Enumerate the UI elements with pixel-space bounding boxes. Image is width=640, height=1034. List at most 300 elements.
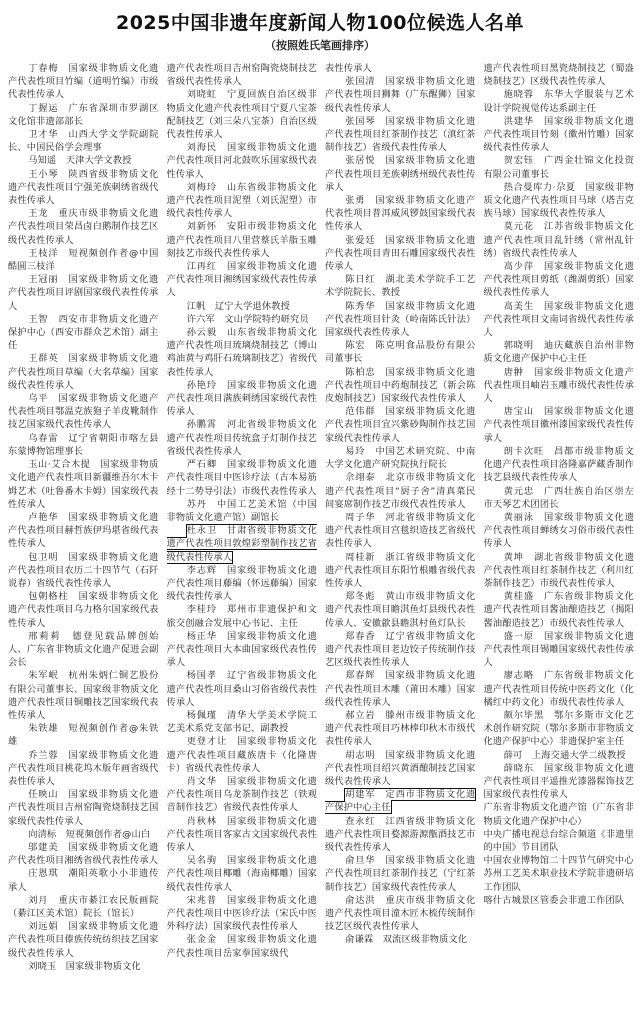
candidate-name: 江再红 xyxy=(186,261,217,273)
candidate-name: 王枝洋 xyxy=(28,247,59,259)
candidate-entry xyxy=(325,894,476,934)
candidate-name: 薛可 xyxy=(503,749,523,761)
candidate-entry xyxy=(484,867,635,893)
entry-text xyxy=(8,842,158,866)
candidate-entry xyxy=(8,960,159,973)
candidate-description: 辽宁省朝阳市喀左县东蒙博物馆理事长 xyxy=(8,432,159,457)
candidate-entry xyxy=(8,920,159,960)
candidate-entry xyxy=(8,841,159,867)
entry-text xyxy=(167,816,318,853)
entry-text xyxy=(167,419,318,456)
candidate-name: 杨正华 xyxy=(186,630,217,642)
entry-text xyxy=(8,248,158,272)
entry-text xyxy=(8,723,158,747)
candidate-description: 安阳市级非物质文化遗产代表性项目八里营蔡氏羊脂玉雕刻技艺市级代表性传承人 xyxy=(166,221,317,259)
candidate-description: 德登见载品牌创始人、广东省非物质文化遗产促进会副会长 xyxy=(8,630,159,669)
candidate-description: 广东省级非物质文化遗产代表性项目酱油酿造技艺（揭阳酱油酿造技艺）市级代表性传承人 xyxy=(483,591,634,629)
candidate-name: 俞旦华 xyxy=(345,855,376,867)
candidate-description: 天津大学文教授 xyxy=(65,155,132,167)
candidate-description: 山东省级非物质文化遗产代表性项目琉璃烧制技艺（博山鸡油黄与鸡肝石琉璃制技艺）省级代表性传承人 xyxy=(166,327,317,378)
candidate-entry xyxy=(484,339,635,365)
entry-text xyxy=(325,446,476,470)
candidate-entry xyxy=(484,709,635,749)
candidate-name: 张爱廷 xyxy=(345,234,376,246)
highlighted-entry-box xyxy=(325,789,475,813)
candidate-description: 东华大学服装与艺术设计学院视觉传达系副主任 xyxy=(483,89,634,114)
entry-text xyxy=(8,552,159,589)
entry-text xyxy=(325,472,476,509)
candidate-entry xyxy=(167,775,318,815)
entry-text xyxy=(167,459,318,496)
candidate-entry xyxy=(484,220,635,260)
candidate-entry xyxy=(325,115,476,155)
candidate-description: 国家级非物质文化遗产代表性项目湘绣国家级代表性传承人 xyxy=(166,261,317,299)
candidate-description: 中国农业博物馆二十四节气研究中心 xyxy=(483,855,634,867)
candidate-name: 郝立岩 xyxy=(345,709,376,721)
entry-text xyxy=(484,367,635,404)
candidate-description: 鄂尔多斯市文化艺术创作研究院（鄂尔多斯市非物质文化遗产保护中心）非遗保护室主任 xyxy=(483,709,634,748)
candidate-entry xyxy=(167,379,318,419)
candidate-name: 张国清 xyxy=(345,76,376,88)
candidate-name: 朱军岷 xyxy=(28,670,59,682)
candidate-description: 陕西省级非物质文化遗产代表性项目宁强羌族刺绣省级代表性传承人 xyxy=(8,168,159,207)
candidate-name: 向清标 xyxy=(28,828,57,840)
candidate-entry xyxy=(325,366,476,406)
entry-text xyxy=(484,631,635,668)
candidate-description: 广东省深圳市罗湖区文化馆非遗部部长 xyxy=(8,102,159,127)
candidate-entry xyxy=(484,801,635,827)
entry-text xyxy=(167,565,318,602)
candidate-entry xyxy=(325,511,476,551)
candidate-name: 陈宏 xyxy=(345,340,366,352)
candidate-entry xyxy=(484,88,635,114)
candidate-description: 宁夏回族自治区级非物质文化遗产代表性项目宁夏八宝茶配制技艺（刘三朵八宝茶）自治区级代表性传承人 xyxy=(166,89,317,141)
candidate-name: 杜永卫 xyxy=(186,525,217,537)
candidate-entry xyxy=(8,432,159,458)
candidate-entry xyxy=(484,511,635,551)
entry-text xyxy=(484,829,635,853)
entry-text xyxy=(484,552,635,589)
candidate-entry xyxy=(325,788,476,814)
candidate-entry xyxy=(8,154,159,167)
entry-text xyxy=(325,750,476,787)
candidate-description: 国家级非物质文化遗产代表性项目鄂温克族狍子羊皮靴制作技艺国家级代表性传承人 xyxy=(8,393,159,431)
candidate-description: 国家级非物质文化遗产代表性项目藏族唐卡（化隆唐卡）省级代表性传承人 xyxy=(166,736,317,774)
candidate-entry xyxy=(484,854,635,867)
candidate-entry xyxy=(167,815,318,855)
candidate-description: 国家级非物质文化遗产代表性项目岫岩玉雕市级代表性传承人 xyxy=(483,366,634,405)
highlighted-entry-box xyxy=(167,525,318,562)
candidate-entry xyxy=(8,894,159,920)
entry-text xyxy=(325,340,476,364)
candidate-name: 刘月 xyxy=(28,894,49,906)
candidate-description: 浙江省级非物质文化遗产代表性项目东阳竹根雕省级代表性传承人 xyxy=(325,551,476,589)
candidate-entry xyxy=(325,551,476,591)
candidate-entry xyxy=(167,564,318,604)
candidate-entry xyxy=(484,405,635,445)
candidate-description: 辽宁省级非物质文化遗产代表性项目桑山习俗省级代表性传承人 xyxy=(166,670,317,708)
entry-text xyxy=(187,301,290,312)
candidate-entry xyxy=(484,300,635,340)
candidate-name: 包卫明 xyxy=(28,551,59,563)
candidate-description: 文山学院特约研究员 xyxy=(224,313,309,325)
candidate-description: 清华大学美术学院工艺美术系党支部书记、副教授 xyxy=(166,709,317,735)
entry-text xyxy=(325,76,476,113)
candidate-description: 国家级非物质文化遗产代表性项目蝉绣女习俗市级代表性传承人 xyxy=(483,511,634,550)
candidate-entry xyxy=(8,722,159,748)
candidate-name: 邬建美 xyxy=(28,841,59,853)
column-2 xyxy=(167,62,318,1030)
entry-text xyxy=(484,301,635,338)
entry-text xyxy=(325,816,476,853)
candidate-description: 遗产代表性项目黑瓷烧制技艺（蜀盎烧制技艺）区级代表性传承人 xyxy=(483,63,634,88)
candidate-description: 杭州朱炳仁铜艺股份有限公司董事长、国家级非物质文化遗产代表性项目铜雕技艺国家级代表性传承人 xyxy=(8,670,159,721)
entry-text xyxy=(484,340,634,364)
entry-text xyxy=(484,221,635,258)
candidate-description: 国家级非物质文化遗产代表性项目傣族传统纺织技艺国家级代表性传承人 xyxy=(8,921,159,959)
entry-text xyxy=(167,934,317,958)
candidate-name: 卫才华 xyxy=(28,129,59,141)
candidate-name: 高少萍 xyxy=(503,261,534,273)
entry-text xyxy=(167,63,318,87)
candidate-name: 严石卿 xyxy=(186,459,217,471)
candidate-description: 国家级非物质文化遗产代表性项目草编（大名草编）国家级代表性传承人 xyxy=(8,353,159,391)
entry-text xyxy=(484,802,635,826)
candidate-name: 刘晓玉 xyxy=(28,960,57,972)
candidate-description: 国家级非物质文化遗产代表性项目针灸（岭南陈氏针法）国家级代表性传承人 xyxy=(325,300,476,339)
candidate-name: 乌平 xyxy=(28,393,49,405)
candidate-description: 国家级非物质文化遗产代表性项目中药炮制技艺（新会陈皮炮制技艺）国家级代表性传承人 xyxy=(325,366,476,405)
candidate-description: 国家级非物质文化遗产代表性项目乌力格尔国家级代表性传承人 xyxy=(8,591,159,629)
candidate-description: 迪庆藏族自治州非物质文化遗产保护中心主任 xyxy=(483,340,634,365)
entry-text xyxy=(325,406,476,443)
candidate-entry xyxy=(167,735,318,775)
candidate-name: 刘远娟 xyxy=(28,921,59,933)
candidate-entry xyxy=(167,524,318,564)
candidate-name: 颇尔毕黑 xyxy=(503,709,545,721)
candidate-entry xyxy=(167,458,318,498)
entry-text xyxy=(8,459,159,510)
candidate-entry xyxy=(167,260,318,300)
candidate-description: 国家级非物质文化遗产代表性项目普洱威风锣鼓国家级代表性传承人 xyxy=(325,195,476,233)
candidate-description: 中央广播电视总台综合频道《非遗里的中国》节目团队 xyxy=(483,828,634,853)
entry-text xyxy=(484,182,635,219)
entry-text xyxy=(484,855,634,866)
entry-text xyxy=(325,670,476,707)
candidate-name: 乔兰蓉 xyxy=(28,749,59,761)
entry-text xyxy=(484,155,634,179)
candidate-entry xyxy=(484,366,635,406)
candidate-entry xyxy=(8,168,159,208)
candidate-name: 王冠丽 xyxy=(28,274,59,286)
candidate-description: 苏州工艺美术职业技术学院非遗研培工作团队 xyxy=(483,868,634,893)
candidate-description: 国家级非物质文化遗产代表性项目红茶制作技艺（滇红茶制作技艺）省级代表性传承人 xyxy=(325,115,476,154)
candidate-name: 周桂新 xyxy=(345,551,376,563)
entry-text xyxy=(484,868,635,892)
candidate-name: 高美生 xyxy=(503,300,534,312)
candidate-entry xyxy=(325,933,476,946)
candidate-description: 江苏省级非物质文化遗产代表性项目乱针绣（常州乱针绣）省级代表性传承人 xyxy=(483,221,634,259)
candidate-name: 乌春雷 xyxy=(28,432,59,444)
entry-text xyxy=(8,750,159,787)
candidate-name: 唐宝山 xyxy=(503,406,534,418)
entry-text xyxy=(484,89,634,113)
candidate-entry xyxy=(8,62,159,102)
candidate-description: 中国工艺美术馆（中国非物质文化遗产馆）副馆长 xyxy=(166,498,317,523)
entry-text xyxy=(504,750,626,761)
entry-text xyxy=(325,591,476,628)
candidate-entry xyxy=(8,828,159,841)
candidate-description: 国家级非物质文化遗产代表性项目马球（塔吉克族马球）国家级代表性传承人 xyxy=(483,181,634,220)
candidate-entry xyxy=(325,234,476,274)
entry-text xyxy=(8,921,159,958)
candidate-entry xyxy=(484,894,635,907)
entry-text xyxy=(8,393,159,430)
candidate-name: 胡建军 xyxy=(345,789,376,801)
candidate-description: 国家级非物质文化遗产代表性项目狮舞（广东醒狮）国家级代表性传承人 xyxy=(325,76,476,114)
candidate-entry xyxy=(484,115,635,155)
candidate-description: 国家级非物质文化遗产代表性项目红茶制作技艺（宁红茶制作技艺）国家级代表性传承人 xyxy=(325,855,476,893)
candidate-description: 北京市级非物质文化遗产代表性项目“厨子舍”清真菜民间宴席制作技艺市级代表性传承人 xyxy=(325,472,476,510)
candidate-description: 重庆市綦江农民版画院（綦江区美术馆）院长（馆长） xyxy=(8,894,159,919)
page-subtitle: （按照姓氏笔画排序） xyxy=(265,39,375,52)
candidate-name: 张居悦 xyxy=(345,155,376,167)
candidate-name: 郑冬彪 xyxy=(345,591,376,603)
entry-text xyxy=(325,552,476,589)
entry-text xyxy=(167,631,318,668)
entry-text xyxy=(28,829,150,840)
candidate-name: 李志辉 xyxy=(186,564,217,576)
entry-text xyxy=(325,301,476,338)
candidate-description: 国家级非物质文化遗产代表性项目中医诊疗法（宋氏中医外科疗法）国家级代表性传承人 xyxy=(166,894,317,933)
candidate-entry xyxy=(484,749,635,762)
candidate-entry xyxy=(8,630,159,670)
entry-text xyxy=(167,89,318,140)
candidate-entry xyxy=(484,445,635,485)
candidate-name: 张金金 xyxy=(186,934,217,946)
entry-text xyxy=(8,895,159,919)
candidate-name: 郭晓明 xyxy=(503,340,534,352)
candidate-entry xyxy=(167,854,318,894)
entry-text xyxy=(484,670,635,707)
entry-text xyxy=(167,776,318,813)
candidate-entry xyxy=(8,867,159,893)
candidate-description: 西安市非物质文化遗产保护中心（西安市群众艺术馆）副主任 xyxy=(8,313,159,352)
candidate-description: 广西金壮锦文化投资有限公司董事长 xyxy=(483,155,634,180)
candidate-entry xyxy=(325,62,476,75)
candidate-name: 查永红 xyxy=(345,815,376,827)
candidate-description: 广东省级非物质文化遗产代表性项目传统中医药文化（化橘红中药文化）市级代表性传承人 xyxy=(483,670,634,708)
entry-text xyxy=(325,116,476,153)
entry-text xyxy=(167,670,318,707)
candidate-entry xyxy=(8,102,159,128)
candidate-name: 黄坤 xyxy=(503,551,524,563)
candidate-entry xyxy=(167,300,318,313)
candidate-entry xyxy=(325,273,476,299)
candidate-description: 辽宁省级非物质文化遗产代表性项目老边饺子传统制作技艺区级代表性传承人 xyxy=(325,630,476,669)
candidate-name: 张国琴 xyxy=(345,115,376,127)
candidate-description: 国家级非物质文化 xyxy=(65,960,141,972)
candidate-entry xyxy=(325,300,476,340)
candidate-entry xyxy=(484,828,635,854)
entry-text xyxy=(167,855,318,892)
candidate-name: 孙鹏霄 xyxy=(186,419,217,431)
candidate-description: 江西省级非物质文化遗产代表性项目婺源游源甑酒技艺市级代表性传承人 xyxy=(325,815,476,853)
candidate-name: 卢艳华 xyxy=(28,511,59,523)
candidate-entry xyxy=(167,498,318,524)
candidate-description: 国家级非物质文化遗产代表性项目满族刺绣国家级代表性传承人 xyxy=(166,379,317,418)
entry-text xyxy=(8,591,159,628)
entry-text xyxy=(8,433,158,457)
entry-text xyxy=(484,446,635,483)
entry-text xyxy=(325,710,476,747)
entry-text xyxy=(325,895,476,932)
entry-text xyxy=(167,327,318,378)
candidate-name: 杨国孝 xyxy=(186,670,217,682)
candidate-entry xyxy=(484,154,635,180)
candidate-description: 双流区级非物质文化 xyxy=(382,934,468,946)
candidate-description: 国家级非物质文化遗产代表性项目大本曲国家级代表性传承人 xyxy=(166,630,317,669)
entry-text xyxy=(167,710,317,734)
entry-text xyxy=(8,63,159,100)
candidate-entry xyxy=(325,154,476,194)
candidate-description: 中国艺术研究院、中南大学文化遗产研究院执行院长 xyxy=(325,445,476,471)
candidate-entry xyxy=(167,933,318,959)
candidate-name: 薛晓东 xyxy=(503,762,534,774)
candidate-description: 昌都市级非物质文化遗产代表性项目洛隆嘉萨藏香制作技艺县级代表性传承人 xyxy=(483,445,634,484)
entry-text xyxy=(484,63,635,87)
candidate-name: 庄恩琪 xyxy=(28,868,59,880)
candidate-entry xyxy=(167,62,318,88)
candidate-entry xyxy=(325,405,476,445)
candidate-entry xyxy=(484,181,635,221)
entry-text xyxy=(8,789,159,826)
entry-text xyxy=(325,367,476,404)
candidate-description: 表性传承人 xyxy=(325,63,372,74)
candidate-name: 许六军 xyxy=(186,313,215,325)
candidate-entry xyxy=(325,815,476,855)
candidate-description: 山东省级非物质文化遗产代表性项目泥塑（刘氏泥塑）市级代表性传承人 xyxy=(166,181,317,220)
candidate-description: 河北省级非物质文化遗产代表性项目传统盒子灯制作技艺省级代表性传承人 xyxy=(166,419,317,457)
candidate-name: 俞谦霖 xyxy=(345,934,374,946)
entry-text xyxy=(325,274,475,298)
entry-text xyxy=(484,406,635,443)
candidate-entry xyxy=(325,339,476,365)
candidate-name: 贺宏钰 xyxy=(503,155,534,167)
entry-text xyxy=(325,631,476,668)
candidate-name: 杨佩瑾 xyxy=(186,709,217,721)
candidate-description: 国家级非物质文化遗产代表性项目评剧国家级代表性传承人 xyxy=(8,274,159,312)
candidate-name: 范伟群 xyxy=(345,406,376,418)
candidate-description: 定西市非物质文化遗产保护中心主任 xyxy=(325,789,476,814)
candidate-entry xyxy=(8,749,159,789)
candidate-name: 王小琴 xyxy=(28,168,59,180)
candidate-description: 上海交通大学二级教授 xyxy=(531,749,626,761)
entry-text xyxy=(8,512,159,549)
candidate-entry xyxy=(325,749,476,789)
page-title: 2025中国非遗年度新闻人物100位候选人名单 xyxy=(115,12,525,34)
entry-text xyxy=(325,155,476,192)
candidate-entry xyxy=(325,75,476,115)
entry-text xyxy=(484,486,634,510)
entry-text xyxy=(8,129,158,153)
candidate-name: 刘晓虹 xyxy=(186,89,217,101)
candidate-description: 黄山市级非物质文化遗产代表性项目瞻淇鱼灯县级代表性传承人、安徽歙县瞻淇村鱼灯队长 xyxy=(325,591,476,629)
entry-text xyxy=(325,195,476,232)
entry-text xyxy=(484,116,635,153)
candidate-name: 丁握运 xyxy=(28,102,59,114)
candidate-entry xyxy=(484,485,635,511)
candidate-entry xyxy=(167,181,318,221)
candidate-entry xyxy=(325,709,476,749)
candidate-entry xyxy=(325,669,476,709)
column-3 xyxy=(325,62,476,1030)
candidate-description: 湖北省级非物质文化遗产代表性项目红茶制作技艺（利川红茶制作技艺）市级代表性传承人 xyxy=(483,551,634,589)
candidate-description: 国家级非物质文化遗产代表性项目农历二十四节气（石阡说春）省级代表性传承人 xyxy=(8,551,159,589)
candidate-description: 甘肃省级非物质文化遗产代表性项目敦煌彩塑制作技艺省级代表性传承人 xyxy=(166,525,317,563)
candidate-entry xyxy=(8,273,159,313)
candidate-name: 李桂玲 xyxy=(186,604,217,616)
candidate-entry xyxy=(325,194,476,234)
entry-text xyxy=(8,208,159,245)
entry-text xyxy=(8,169,159,206)
candidate-entry xyxy=(484,260,635,300)
candidate-description: 重庆市级非物质文化遗产代表性项目潼木匠木梳传统制作技艺区级代表性传承人 xyxy=(325,894,476,933)
entry-text xyxy=(28,961,141,972)
candidate-name: 胡志明 xyxy=(345,749,376,761)
candidate-entry xyxy=(325,471,476,511)
candidate-description: 湖北美术学院手工艺术学院院长、教授 xyxy=(325,274,476,299)
candidate-description: 郑州市非遗保护和文旅交创融合发展中心书记、主任 xyxy=(166,604,317,629)
candidate-name: 施晓蓉 xyxy=(503,89,534,101)
entry-text xyxy=(8,353,159,390)
candidate-description: 陈克明食品股份有限公司董事长 xyxy=(325,340,476,365)
candidate-name: 王智 xyxy=(28,313,49,325)
candidate-description: 国家级非物质文化遗产代表性项目河北鼓吹乐国家级代表性传承人 xyxy=(166,142,317,180)
candidate-name: 佘翊泰 xyxy=(345,472,376,484)
candidate-name: 苏丹 xyxy=(186,498,207,510)
candidate-entry xyxy=(325,630,476,670)
candidate-entry xyxy=(325,854,476,894)
candidate-name: 周子华 xyxy=(345,511,376,523)
candidate-name: 唐翀 xyxy=(503,366,524,378)
candidate-entry xyxy=(8,128,159,154)
entry-text xyxy=(484,261,635,298)
candidate-description: 国家级非物质文化遗产代表性项目竹刻（徽州竹雕）国家级代表性传承人 xyxy=(483,115,634,154)
candidate-name: 易玲 xyxy=(345,445,366,457)
entry-text xyxy=(325,512,476,549)
candidate-name: 马知遥 xyxy=(28,155,57,167)
candidate-name: 孙艳玲 xyxy=(186,379,217,391)
entry-text xyxy=(167,221,318,258)
candidate-description: 国家级非物质文化遗产代表性项目宜兴紫砂陶制作技艺国家级代表性传承人 xyxy=(325,406,476,444)
candidate-name: 刘新怀 xyxy=(186,221,217,233)
candidate-description: 国家级非物质文化遗产代表性项目木雕（莆田木雕）国家级代表性传承人 xyxy=(325,670,476,708)
candidate-name: 张勇 xyxy=(345,195,366,207)
candidate-name: 黄元忠 xyxy=(503,485,534,497)
candidate-description: 国家级非物质文化遗产代表性项目岳家拳国家级代 xyxy=(166,934,317,959)
entry-text xyxy=(167,142,318,179)
entry-text xyxy=(8,314,159,351)
entry-text xyxy=(187,314,309,325)
candidate-description: 国家级非物质文化遗产代表性项目青田石雕国家级代表性传承人 xyxy=(325,234,476,273)
candidate-entry xyxy=(167,88,318,141)
candidate-description: 国家级非物质文化遗产代表性项目中医诊疗法（古本易筋经十二势导引法）市级代表性传承人 xyxy=(166,459,317,497)
candidate-entry xyxy=(8,392,159,432)
candidate-name: 王群英 xyxy=(28,353,59,365)
candidate-description: 短视频创作者@朱铁雄 xyxy=(8,723,159,748)
candidate-name: 郑春香 xyxy=(345,630,376,642)
